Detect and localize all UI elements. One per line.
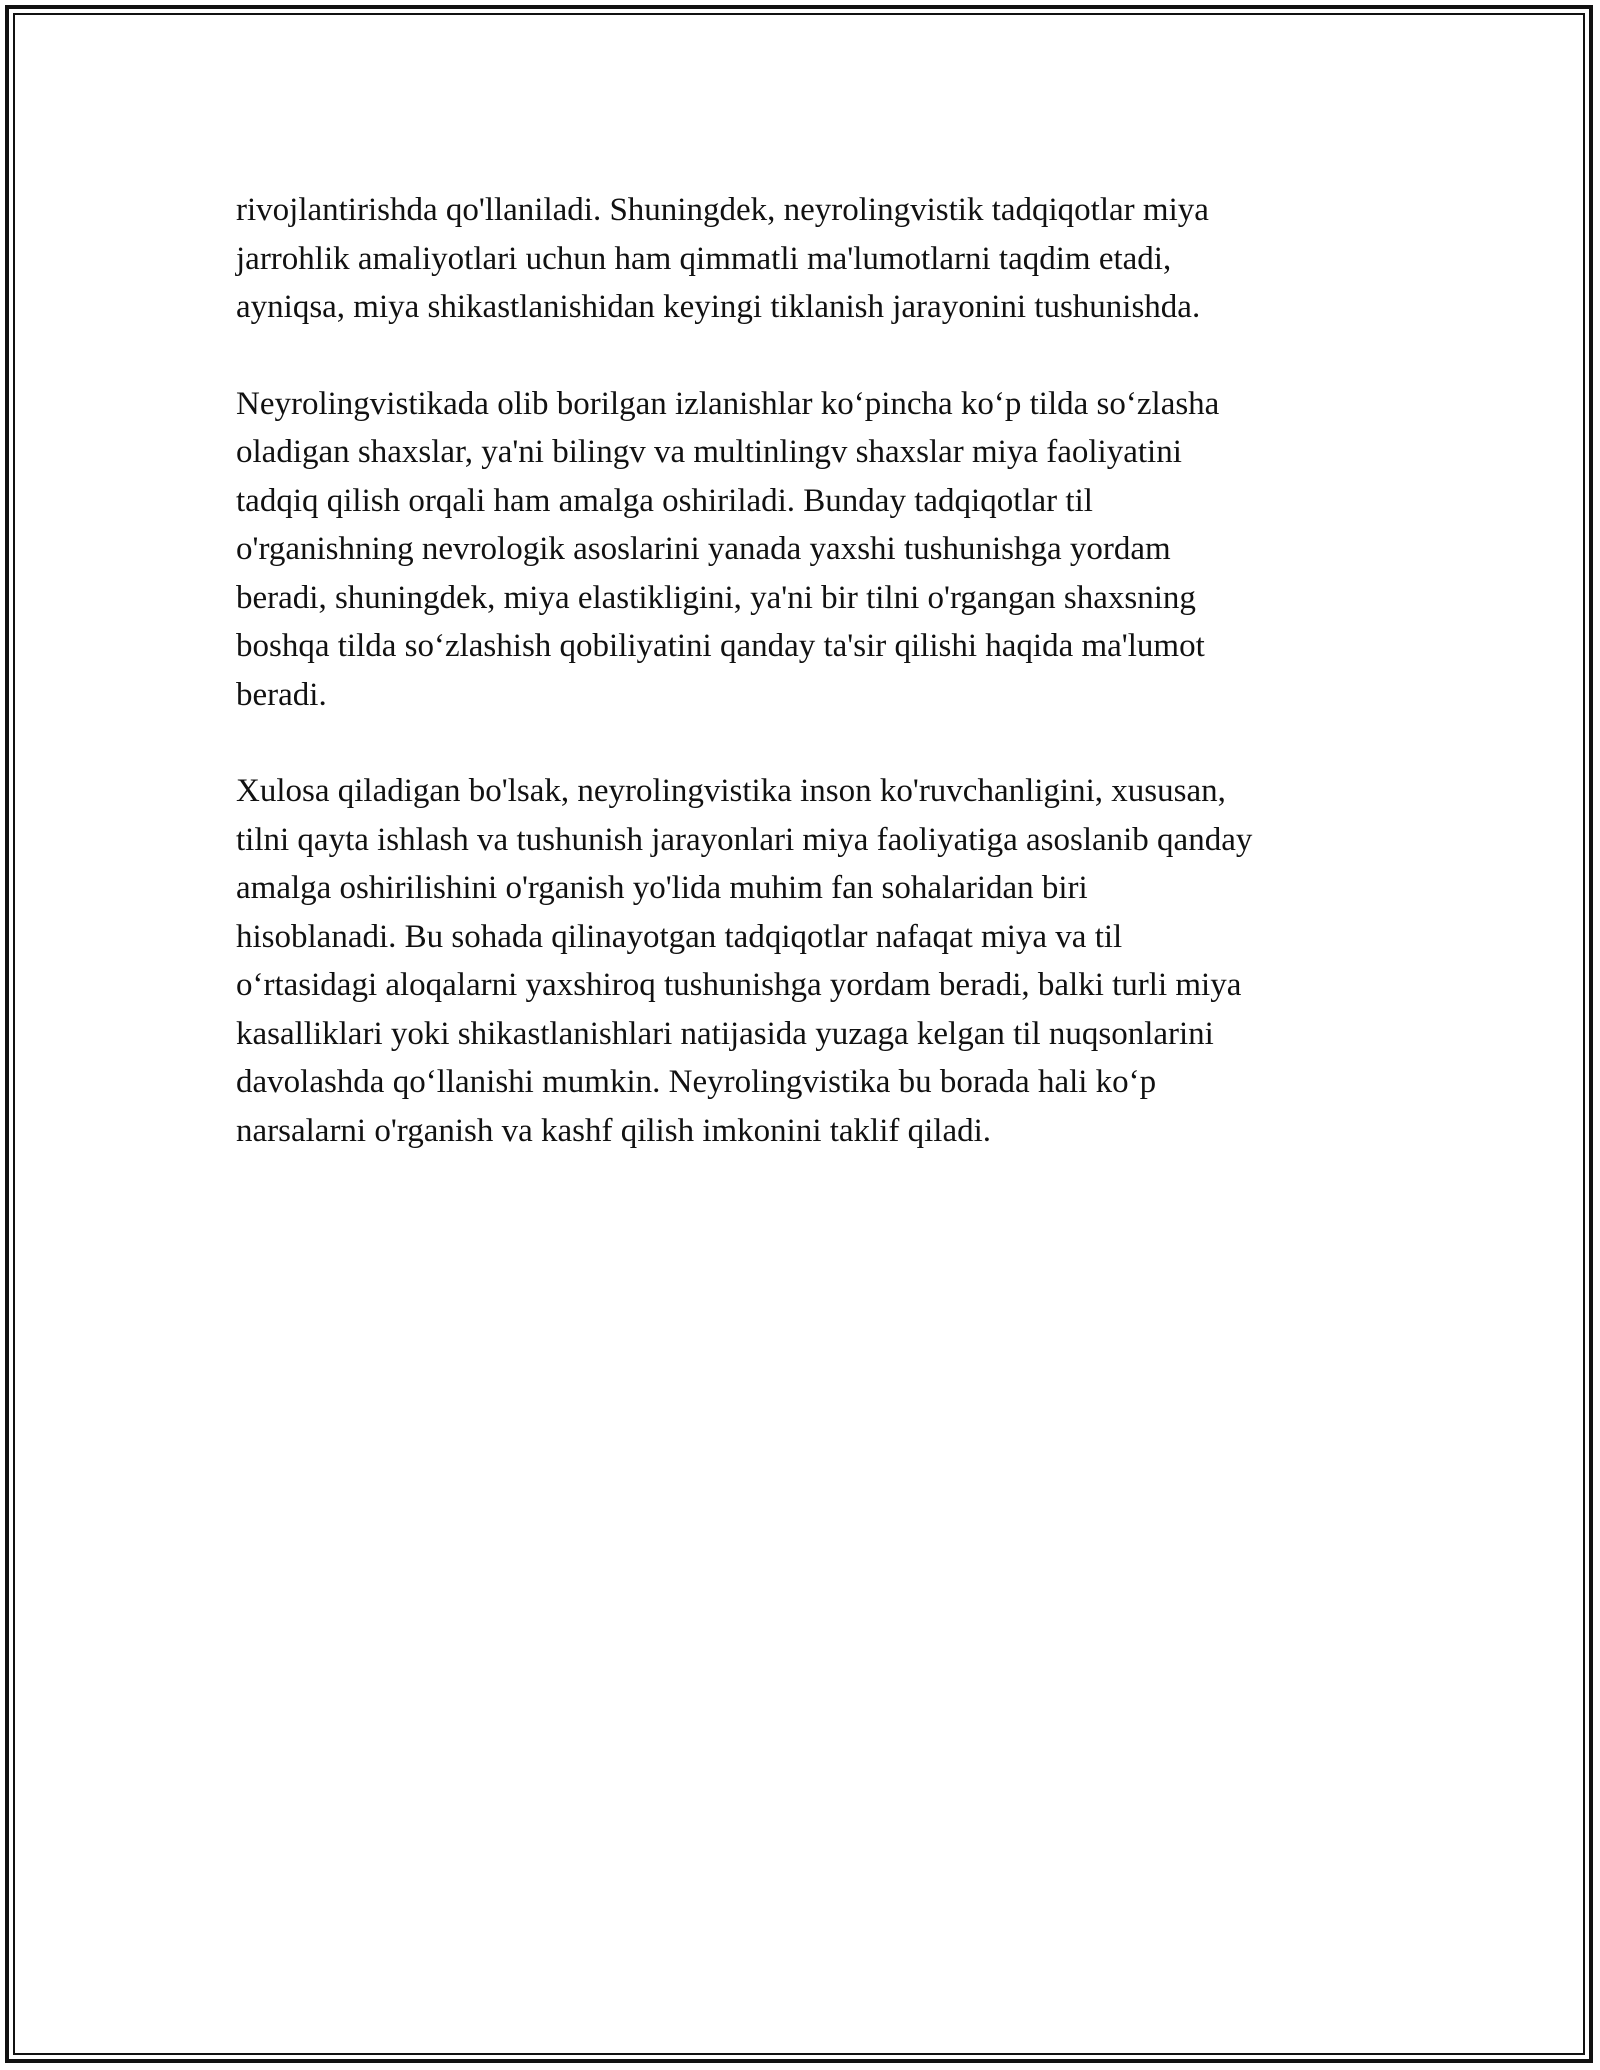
paragraph-line: beradi. bbox=[236, 676, 327, 713]
paragraph-line: hisoblanadi. Bu sohada qilinayotgan tadqiqotlar nafaqat miya va til bbox=[236, 918, 1123, 955]
paragraph-line: tadqiq qilish orqali ham amalga oshiriladi. Bunday tadqiqotlar til bbox=[236, 482, 1093, 519]
paragraph-line: o‘rtasidagi aloqalarni yaxshiroq tushunishga yordam beradi, balki turli miya bbox=[236, 967, 1242, 1003]
paragraph-line: jarrohlik amaliyotlari uchun ham qimmatli ma'lumotlarni taqdim etadi, bbox=[236, 240, 1172, 277]
paragraph-line: kasalliklari yoki shikastlanishlari natijasida yuzaga kelgan til nuqsonlarini bbox=[236, 1015, 1214, 1052]
paragraph-line: amalga oshirilishini o'rganish yo'lida muhim fan sohalaridan biri bbox=[236, 870, 1088, 906]
paragraph-line: Xulosa qiladigan bo'lsak, neyrolingvistika inson ko'ruvchanligini, xususan, bbox=[236, 773, 1226, 809]
paragraph-line: o'rganishning nevrologik asoslarini yanada yaxshi tushunishga yordam bbox=[236, 531, 1171, 567]
paragraph-line: Neyrolingvistikada olib borilgan izlanishlar ko‘pincha ko‘p tilda so‘zlasha bbox=[236, 385, 1220, 422]
paragraph-line: boshqa tilda so‘zlashish qobiliyatini qanday ta'sir qilishi haqida ma'lumot bbox=[236, 628, 1205, 664]
paragraph-line: narsalarni o'rganish va kashf qilish imkonini taklif qiladi. bbox=[236, 1112, 992, 1149]
paragraph-line: tilni qayta ishlash va tushunish jarayonlari miya faoliyatiga asoslanib qanday bbox=[236, 821, 1253, 858]
paragraph-3 bbox=[236, 767, 1386, 1155]
paragraph-line: oladigan shaxslar, ya'ni bilingv va multinlingv shaxslar miya faoliyatini bbox=[236, 434, 1182, 470]
paragraph-line: ayniqsa, miya shikastlanishidan keyingi tiklanish jarayonini tushunishda. bbox=[236, 289, 1201, 325]
paragraph-2 bbox=[236, 380, 1386, 720]
paragraph-line: beradi, shuningdek, miya elastikligini, ya'ni bir tilni o'rgangan shaxsning bbox=[236, 579, 1196, 616]
paragraph-1 bbox=[236, 186, 1386, 332]
paragraph-line: davolashda qo‘llanishi mumkin. Neyrolingvistika bu borada hali ko‘p bbox=[236, 1064, 1157, 1100]
paragraph-line: rivojlantirishda qo'llaniladi. Shuningdek, neyrolingvistik tadqiqotlar miya bbox=[236, 192, 1209, 228]
document-body bbox=[236, 186, 1386, 1203]
